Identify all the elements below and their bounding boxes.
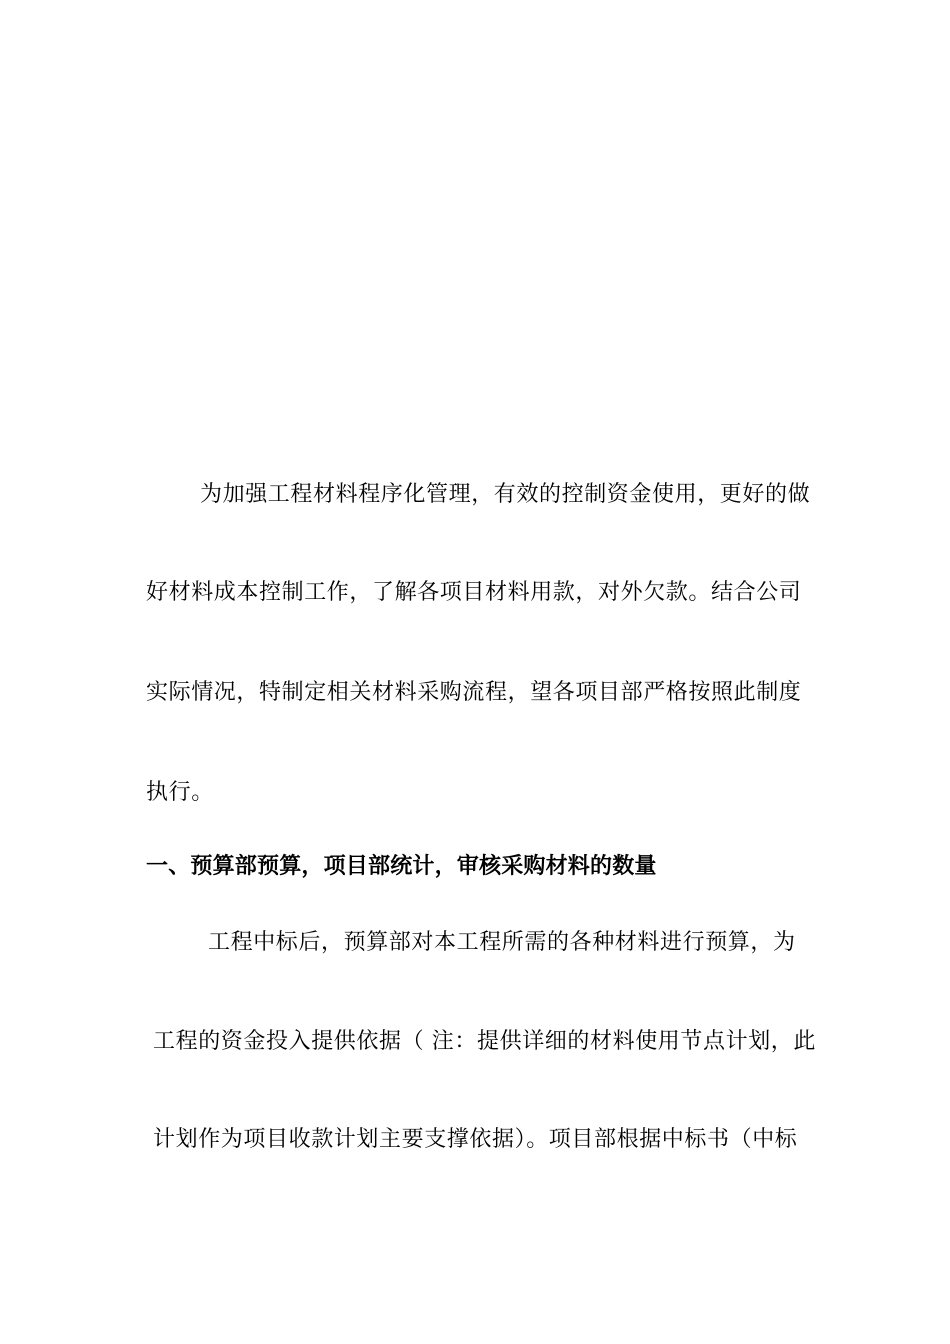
intro-line-1: 为加强工程材料程序化管理，有效的控制资金使用，更好的做 xyxy=(200,482,811,507)
section-heading: 一、预算部预算，项目部统计，审核采购材料的数量 xyxy=(146,854,657,879)
intro-line-3: 实际情况，特制定相关材料采购流程，望各项目部严格按照此制度 xyxy=(146,680,802,705)
section-line-3: 计划作为项目收款计划主要支撑依据）。项目部根据中标书（中标 xyxy=(153,1127,798,1152)
section-line-2: 工程的资金投入提供依据（ 注：提供详细的材料使用节点计划，此 xyxy=(153,1029,816,1054)
intro-line-2: 好材料成本控制工作，了解各项目材料用款，对外欠款。结合公司 xyxy=(146,580,802,605)
section-line-1: 工程中标后，预算部对本工程所需的各种材料进行预算，为 xyxy=(208,930,796,955)
intro-line-4: 执行。 xyxy=(146,780,214,805)
